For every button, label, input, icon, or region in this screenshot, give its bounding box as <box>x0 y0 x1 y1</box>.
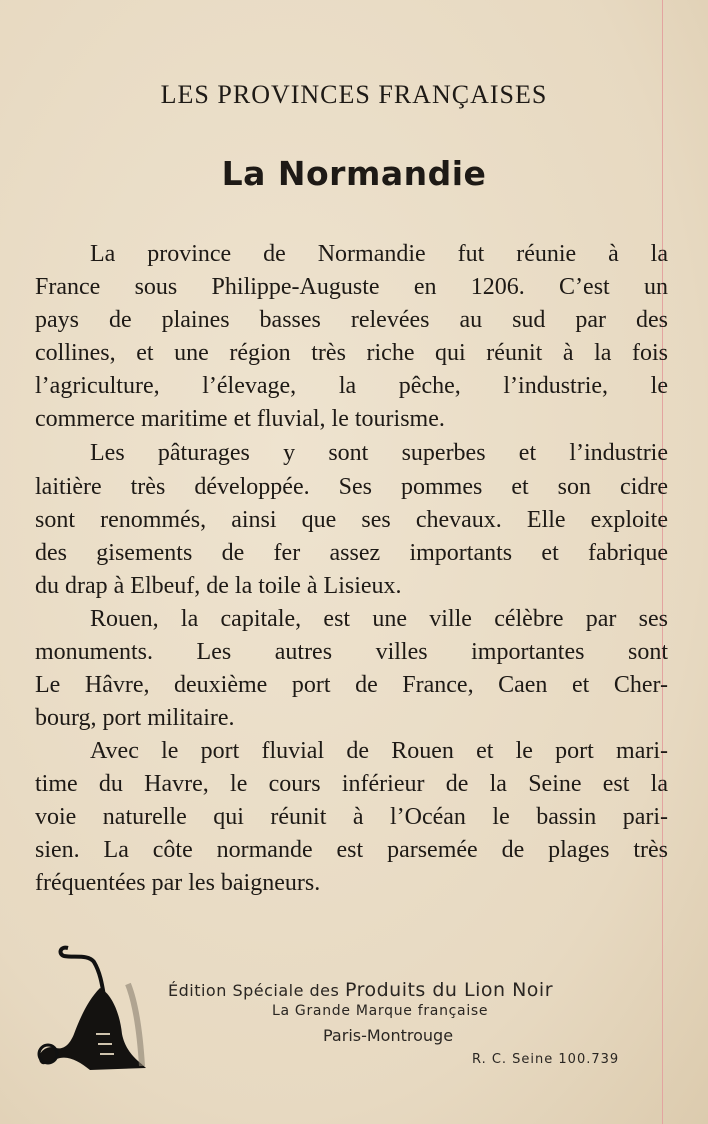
text-line: des gisements de fer assez importants et fabrique <box>35 540 668 566</box>
black-lion-logo-icon <box>30 944 155 1074</box>
text-line: du drap à Elbeuf, de la toile à Lisieux. <box>35 573 402 599</box>
text-line: time du Havre, le cours inférieur de la Seine est la <box>35 771 668 797</box>
text-line: pays de plaines basses relevées au sud par des <box>35 307 668 333</box>
text-line: fréquentées par les baigneurs. <box>35 870 321 896</box>
text-line: voie naturelle qui réunit à l’Océan le bassin pari- <box>35 804 668 830</box>
edition-prefix: Édition Spéciale des <box>168 981 340 1000</box>
text-line: Avec le port fluvial de Rouen et le port mari- <box>90 738 668 764</box>
location: Paris-Montrouge <box>323 1026 454 1045</box>
series-title: LES PROVINCES FRANÇAISES <box>160 80 548 109</box>
text-line: commerce maritime et fluvial, le tourisme. <box>35 406 445 432</box>
text-line: La province de Normandie fut réunie à la <box>90 241 668 267</box>
edition-line <box>168 979 553 1001</box>
text-line: Les pâturages y sont superbes et l’industrie <box>90 440 668 466</box>
brand-name: Produits du Lion Noir <box>344 979 554 1001</box>
page-title: La Normandie <box>221 154 487 193</box>
registration-number: R. C. Seine 100.739 <box>472 1052 620 1067</box>
text-line: laitière très développée. Ses pommes et son cidre <box>35 474 668 500</box>
text-line: Le Hâvre, deuxième port de France, Caen et Cher- <box>35 672 668 698</box>
text-line: sien. La côte normande est parsemée de plages très <box>35 837 668 863</box>
tagline: La Grande Marque française <box>272 1003 489 1019</box>
text-line: collines, et une région très riche qui réunit à la fois <box>35 340 668 366</box>
text-line: bourg, port militaire. <box>35 705 235 731</box>
text-line: l’agriculture, l’élevage, la pêche, l’industrie, le <box>35 373 668 399</box>
text-line: Rouen, la capitale, est une ville célèbre par ses <box>90 606 668 632</box>
text-line: sont renommés, ainsi que ses chevaux. Elle exploite <box>35 507 668 533</box>
text-line: France sous Philippe-Auguste en 1206. C’est un <box>35 274 668 300</box>
text-line: monuments. Les autres villes importantes sont <box>35 639 668 665</box>
